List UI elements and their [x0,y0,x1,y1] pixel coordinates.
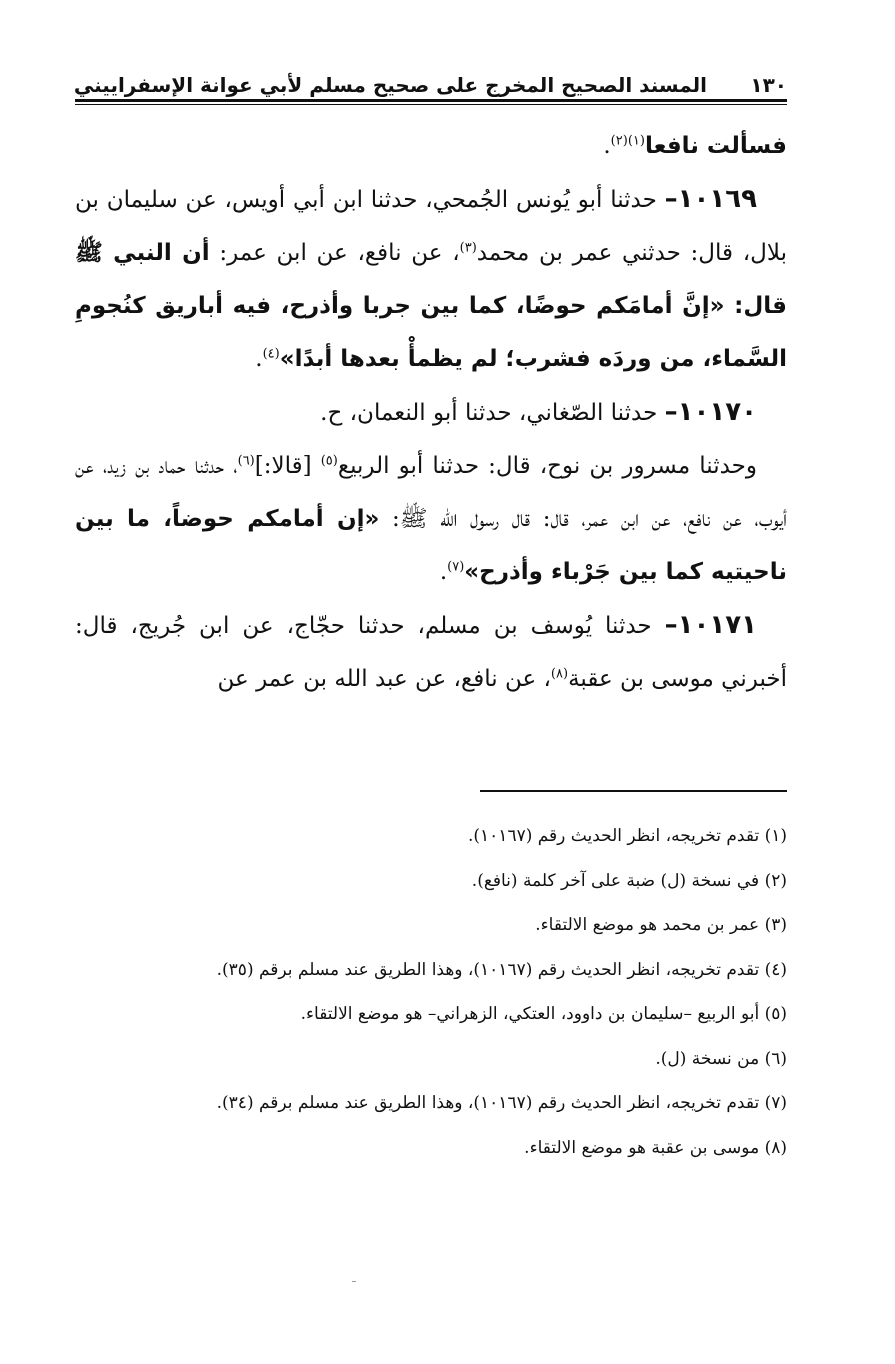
hadith-10169: ١٠١٦٩– حدثنا أبو يُونس الجُمحي، حدثنا ابن أبي أويس، عن سليمان بن بلال، قال: حدثني عمر بن محمد$^{(٣)}$، عن نافع، عن ابن عمر: أن النبي ﷺ قال: «إنَّ أمامَكم حوضًا، كما بين جربا وأذرح، فيه أباريق كنُجومِ السَّماء، من وردَه فشرب؛ لم يظمأْ بعدها أبدًا»$^{(٤)}$. [75,184,787,372]
hadith-number: ١٠١٧٠– [664,397,757,427]
hadith-quote: «إن أمامكم حوضاً، ما بين ناحيتيه كما بين جَرْباء وأذرح» [75,506,787,585]
running-header [75,72,787,98]
hadith-number: ١٠١٧١– [664,610,757,640]
header-rule-thick [75,99,787,102]
footnote: (٣) عمر بن محمد هو موضع الالتقاء. [535,915,787,935]
hadith-10171: ١٠١٧١– حدثنا يُوسف بن مسلم، حدثنا حجّاج، عن ابن جُريج، قال: أخبرني موسى بن عقبة$^{(٨)}$، عن نافع، عن عبد الله بن عمر عن [75,610,787,692]
footnote: (٥) أبو الربيع –سليمان بن داوود، العتكي، الزهراني– هو موضع الالتقاء. [300,1004,787,1024]
paragraph-continuation: فسألت نافعا$^{(١)(٢)}$. [603,133,787,159]
footnotes [75,814,787,1170]
header-rule-thin [75,104,787,105]
scan-speck [352,1281,356,1282]
main-text [75,120,787,706]
footnote-ref-7: (٧) [447,559,465,575]
footnote-ref-5: (٥) [320,453,338,469]
footnote: (٧) تقدم تخريجه، انظر الحديث رقم (١٠١٦٧)، وهذا الطريق عند مسلم برقم (٣٤). [216,1093,787,1113]
footnote-ref-4: (٤) [262,346,280,362]
hadith-10170: ١٠١٧٠– حدثنا الصّغاني، حدثنا أبو النعمان، ح. [320,397,757,427]
footnote: (٢) في نسخة (ل) ضبة على آخر كلمة (نافع). [471,870,787,891]
running-title: المسند الصحيح المخرج على صحيح مسلم لأبي عوانة الإسفراييني [73,73,707,97]
footnote-ref-1: (١) [627,133,645,149]
footnote: (٦) من نسخة (ل). [655,1048,787,1069]
footnote-ref-6: (٦) [237,453,255,469]
footnote-separator [480,790,787,792]
footnote-ref-8: (٨) [550,666,569,682]
footnote-ref-2: (٢) [610,133,628,149]
page-number: ١٣٠ [750,73,787,97]
hadith-number: ١٠١٦٩– [664,184,757,214]
footnote: (٤) تقدم تخريجه، انظر الحديث رقم (١٠١٦٧)، وهذا الطريق عند مسلم برقم (٣٥). [216,959,787,980]
hadith-10170-chain: وحدثنا مسرور بن نوح، قال: حدثنا أبو الربيع$^{(٥)}$ [قالا:]$^{(٦)}$، حدثنا حماد بن زيد، عن أيوب، عن نافع، عن ابن عمر، قال: قال رسول الله ﷺ: «إن أمامكم حوضاً، ما بين ناحيتيه كما بين جَرْباء وأذرح»$^{(٧)}$. [75,453,787,585]
footnote: (١) تقدم تخريجه، انظر الحديث رقم (١٠١٦٧). [468,826,787,846]
footnote: (٨) موسى بن عقبة هو موضع الالتقاء. [524,1137,787,1158]
hadith-quote: «إنَّ أمامَكم حوضًا، كما بين جربا وأذرح، فيه أباريق كنُجومِ السَّماء، من وردَه فشرب؛ لم يظمأْ بعدها أبدًا» [75,293,787,372]
footnote-ref-3: (٣) [459,240,477,256]
